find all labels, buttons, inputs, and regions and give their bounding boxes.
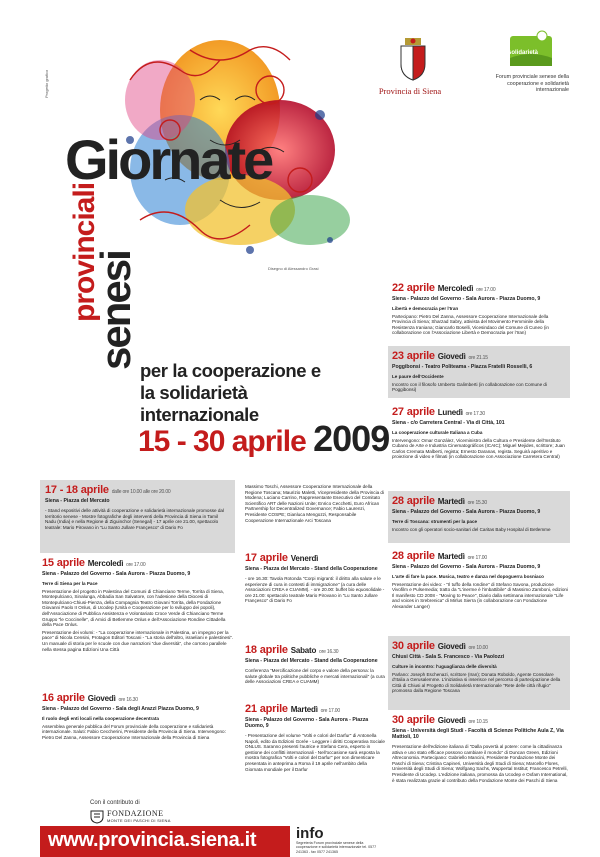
event-15-aprile — [42, 557, 235, 654]
event-heading: 27 aprile Lunedì ore 17.30 — [392, 406, 485, 418]
year: 2009 — [313, 418, 390, 459]
event-location: Siena - Università degli Studi - Facoltà di Scienze Politiche Aula Z, Via Mattioli, 10 — [392, 728, 564, 740]
event-location: Siena - Piazza del Mercato - Stand della Cooperazione — [245, 658, 378, 664]
event-heading: 17 - 18 aprile dalle ore 10.00 alle ore 20.00 — [45, 484, 171, 496]
event-heading: 18 aprile Sabato ore 16.30 — [245, 644, 339, 656]
event-17-18 — [40, 480, 235, 553]
event-heading: 16 aprile Giovedì ore 16.30 — [42, 692, 138, 704]
event-heading: 30 aprile Giovedì ore 10.00 — [392, 640, 488, 652]
event-body: Terre di Siena per la Pace Presentazione del progetto in Palestina del Comuni di Chianciano Terme, Torrita di Siena, Montepulciano, Sinalunga, Abbadia San Salvatore, con l'adesione della Diocesi di Montepulciano-Chiusi-Pienza, della Compagnia Teatro Giovani Torrita, della Fondazione Giovanni Paolo II Onlus, di Ucodep (Unità e Cooperazione per lo sviluppo dei popoli), dell'Associazione di Pubblica Assistenza e Volontariato Croce Verde di Chianciano Terme Gruppo "le Coccinelle", di Amici di Betlemme Onlus e dell'Associazione Rondine Cittadella della Pace Onlus. Presentazione dei volumi: - "La cooperazione internazionale in Palestina, un impegno per la pace" di Nicola Censini, Protagon Editori Toscani - "La storia dell'altro, israeliani e palestinesi". Un manuale di storia per le scuole con due narrazioni "due diversità", che corrono parallele nella stessa pagina Edizioni Una Città — [42, 581, 234, 652]
event-body: Il ruolo degli enti locali nella cooperazione decentrata Assemblea generale pubblica del Forum provinciale della cooperazione e solidarietà internazionale. Saluti: Fabio Ceccherini, Presidente della Provincia di Siena. Intervengono: Pietro Del Zanna, Assessore Cooperazione Internazionale della Provincia di Siena — [42, 716, 226, 740]
event-heading: 15 aprile Mercoledì ore 17.00 — [42, 557, 146, 569]
title-provinciali: provinciali — [68, 182, 101, 322]
event-21-aprile — [245, 703, 385, 772]
event-location: Chiusi Città - Sala S. Francesco - Via Paolozzi — [392, 654, 505, 660]
vertical-credit: Progetto grafico — [44, 69, 49, 98]
event-body: Terre di Toscana: strumenti per la pace Incontro con gli operatori socio-sanitari del Caritas Baby Hospital di Betlemme — [392, 519, 551, 532]
event-body: Massimo Toschi, Assessore Cooperazione Internazionale della Regione Toscana; Maurizio Maletti, Vicepresidente della Provincia di Modena; Luciano Carrino, Rappresentante Esecutivo del Comitato Scientifico ART delle Nazioni Unite; Enrico Cecchetti, Euro African Partnership for Decentralized Governance; Fabio Laurenzi, Presidente COSPE; Gianluca Mengozzi, Responsabile Cooperazione Internazionale Arci Toscana — [245, 484, 384, 523]
footer-bar — [40, 826, 290, 857]
event-17-aprile — [245, 552, 385, 604]
illustration-credit: Disegno di Alessandro Grasi — [268, 266, 319, 271]
event-body: Le paure dell'Occidente Incontro con il filosofo Umberto Galimberti (in collaborazione con Comune di Poggibonsi) — [392, 374, 547, 393]
info-box — [296, 826, 380, 854]
subtitle-line1: per la cooperazione e — [140, 360, 321, 381]
event-27-aprile — [392, 406, 568, 462]
sponsor — [90, 800, 200, 824]
event-body: - Stand espositivi delle attività di cooperazione e solidarietà internazionale promosse dal territorio senese - Mostre fotografiche degli interventi della Provincia di Siena in Tamil Nadu (India) e nella Regione di Ziguinchor (Senegal) - 17 aprile ore 21.00, spettacolo teatrale: Mario Pirovano in "Lu Santo Jullare Françesco" di Dario Fo — [45, 508, 225, 530]
title-giornate: Giornate — [65, 128, 272, 191]
date-range-text: 15 - 30 aprile — [138, 425, 306, 458]
event-heading: 30 aprile Giovedì ore 10.15 — [392, 714, 488, 726]
title-senesi: senesi — [92, 251, 139, 370]
event-30-aprile-a — [388, 636, 570, 710]
event-location: Siena - Palazzo del Governo - Sala Aurora - Piazza Duomo, 9 — [42, 571, 191, 577]
event-body: L'arte di fare la pace. Musica, teatro e danza nel dopoguerra bosniaco Presentazione dei video: - "Il tuffo della rondine" di Stefano Savona, produzione Vivofilm e Pulsemedia; tratto da "L'inerme è l'imbattibile" di Massimo Zamboni, edizioni Il manifesto CD 2008 - "Moving to Peace", Diario dalla settimana internazionale "Life and voices in Srebrenica" di Mirlus Sierra (in collaborazione con Fondazione Alexander Langer) — [392, 574, 568, 609]
subtitle-line2: la solidarietà — [140, 381, 248, 403]
event-28-aprile-b — [392, 550, 568, 612]
fondazione-sub: MONTE DEI PASCHI DI SIENA — [107, 818, 171, 823]
subtitle — [140, 360, 321, 425]
event-body: Presentazione dell'edizione italiana di "Dalla povertà al potere: come la cittadinanza attiva e uno stato efficace possono cambiare il mondo" di Duncan Green, Edizioni Altreconomia. Partecipano: Gabriello Mancini, Presidente Fondazione Monte dei Paschi di Siena; Cristina Capineri, Università degli Studi di Siena; Marcello Flores, Università degli Studi di Siena; Wolfgang Sachs, Wuppertal Institut; Francesco Petrelli, Presidente di Ucodep. L'edizione italiana, promossa da Ucodep e Oxfam International, è stata realizzata grazie al contributo della Fondazione Monte dei Paschi di Siena — [392, 744, 568, 783]
event-23-aprile — [388, 346, 570, 398]
event-body: - ore 16.30: Tavola Rotonda "Corpi migranti: il diritto alla salute e le esperienze di cura in contesti di immigrazione" (a cura delle Associazioni CREA e CUAMM). - ore 20.00: buffet bio equosolidale - ore 21.00: spettacolo teatrale Mario Pirovano in "Lu Santo Jullare Françesco" di Dario Fo — [245, 576, 385, 604]
event-body: Culture in incontro: l'uguaglianza delle diversità Parlano: Joseph Eschenazi, scrittore (Iran); Donata Roboldo, Agente Consolare d'Italia a Gerusalemme. L'iniziativa si inserisce nel percorso di partecipazione della Città di Chiusi al Progetto di Solidarietà Internazionale "Rete delle città rifugio" promosso dalla Regione Toscana — [392, 664, 561, 694]
website-link[interactable]: www.provincia.siena.it — [48, 829, 257, 851]
event-18-aprile — [245, 644, 385, 685]
subtitle-line3: internazionale — [140, 403, 259, 425]
event-location: Siena - Palazzo del Governo - Sala degli Arazzi Piazza Duomo, 9 — [42, 706, 199, 712]
event-22-aprile — [392, 282, 568, 338]
provincia-logo: Provincia di Siena — [383, 36, 443, 96]
fondazione-logo-icon — [90, 808, 104, 824]
forum-logo: solidarietà — [498, 28, 568, 74]
event-heading: 21 aprile Martedì ore 17.00 — [245, 703, 340, 715]
event-heading: 28 aprile Martedì ore 17.00 — [392, 550, 487, 562]
event-speakers — [245, 484, 385, 523]
event-heading: 17 aprile Venerdì — [245, 552, 319, 564]
info-label: info — [296, 825, 324, 842]
event-location: Siena - Palazzo del Governo - Sala Aurora - Piazza Duomo, 9 — [392, 509, 541, 515]
date-range — [138, 418, 389, 460]
event-location: Siena - Palazzo del Governo - Sala Aurora - Piazza Duomo, 9 — [392, 564, 541, 570]
event-location: Siena - Palazzo del Governo - Sala Aurora - Piazza Duomo, 9 — [245, 717, 369, 729]
event-location: Siena - c/o Carretera Central - Via di Città, 101 — [392, 420, 505, 426]
event-heading: 23 aprile Giovedì ore 21.15 — [392, 350, 488, 362]
event-body: Conferenza "Mercificazione del corpo e valore della persona: la salute globale tra politiche pubbliche e mercati internazionali" (a cura delle Associazioni CREA e CUAMM) — [245, 668, 385, 685]
forum-caption: Forum provinciale senese della cooperazione e solidarietà internazionale — [495, 74, 569, 94]
info-text: Segreteria Forum provinciale senese della cooperazione e solidarietà internazionale tel. 0577 241363 - fax 0577 241365 — [296, 841, 377, 854]
event-heading: 28 aprile Martedì ore 15.30 — [392, 495, 487, 507]
event-30-aprile-b — [392, 714, 568, 783]
event-location: Poggibonsi - Teatro Politeama - Piazza Fratelli Rosselli, 6 — [392, 364, 533, 370]
event-heading: 22 aprile Mercoledì ore 17.00 — [392, 282, 496, 294]
event-body: - Presentazione del volume "Volti e colori del Darfur" di Antonella Napoli, edito da Edizioni Gorée - Leggere i diritti Cooperativa Sociale ONLUS. Saranno presenti l'autrice e Stefano Cera, esperto in gestione dei conflitti internazionali - Nell'occasione sarà esposta la mostra fotografica "Volti e colori del Darfur" per non dimenticare presentata in anteprima a Roma il 19 aprile nell'ambito della Giornata mondiale per il Darfur — [245, 733, 385, 772]
event-body: La cooperazione culturale Italiana a Cuba Intervengono: Omar González, Viceministro della Cultura e Presidente dell'Instituto Cubano de Arte e Industria Cinematográficos (ICAIC); Miguel Mejides, scrittore; Juan Carlos Cremata Malberti, regista; Ernesto Daranas, regista. Seguirà aperitivo e proiezione di video e filmati (in collaborazione con Associazione Carretera Central) — [392, 430, 565, 460]
event-location: Siena - Piazza del Mercato - Stand della Cooperazione — [245, 566, 378, 572]
event-16-aprile — [42, 692, 235, 742]
event-28-aprile-a — [388, 491, 570, 543]
event-body: Libertà e democrazia per l'Iran Partecipano: Pietro Del Zanna, Assessore Cooperazione Internazionale della Provincia di Siena; Sharzad Sabry, attivista del Movimento Femminile della Resistenza Iraniana; Giancarlo Boselli, Vicesindaco del Comune di Cuneo (in collaborazione con l'Associazione Libertà e Democrazia per l'Iran) — [392, 306, 549, 336]
fondazione-name: FONDAZIONE — [107, 809, 164, 818]
event-location: Siena - Palazzo del Governo - Sala Aurora - Piazza Duomo, 9 — [392, 296, 541, 302]
event-location: Siena - Piazza del Mercato — [45, 498, 110, 504]
sponsor-caption: Con il contributo di — [90, 800, 140, 806]
coat-of-arms-icon — [393, 36, 433, 81]
